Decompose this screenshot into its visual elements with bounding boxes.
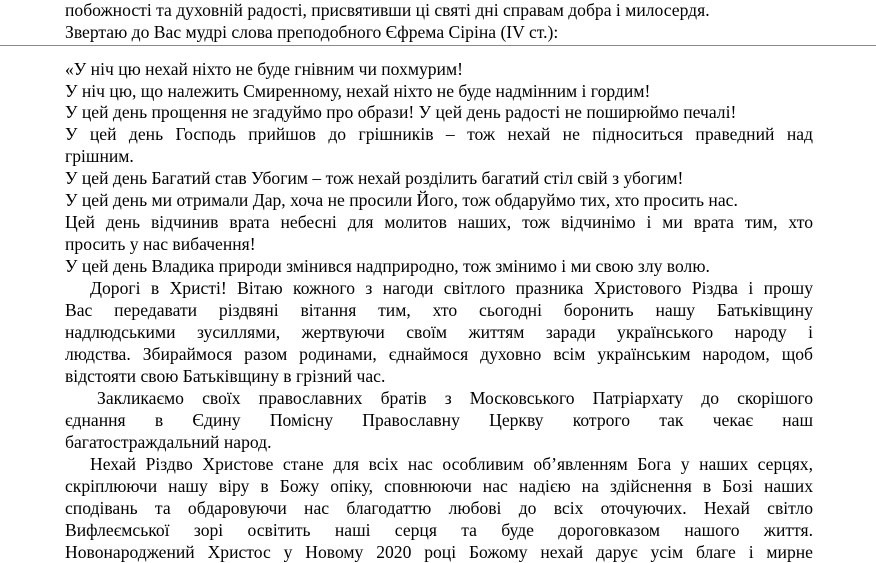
quote-line: У цей день прощення не згадуймо про образи! У цей день радості не поширюймо печалі! (65, 102, 737, 122)
quote-line: У цей день Багатий став Убогим – тож нехай розділить багатий стіл свій з убогим! (65, 168, 684, 188)
quote-line: У цей день Владика природи змінився надприродно, тож змінимо і ми свою злу волю. (65, 256, 710, 276)
quote-line: У ніч цю, що належить Смиренному, нехай ніхто не буде надмінним і гордим! (65, 81, 651, 101)
text-line: Звертаю до Вас мудрі слова преподобного Єфрема Сіріна (IV ст.): (65, 22, 559, 42)
paragraph-line: Вас передавати різдвяні вітання тим, хто сьогодні боронить нашу Батьківщину (65, 300, 813, 320)
paragraph-line: Новонароджений Христос у Новому 2020 році Божому нехай дарує усім благе і мирне (65, 542, 813, 562)
paragraph-line: Дорогі в Христі! Вітаю кожного з нагоди світлого празника Христового Різдва і прошу (90, 278, 813, 298)
paragraph-line: Вифлеємської зорі освітить наші серця та буде дороговказом нашого життя. (65, 520, 813, 540)
paragraph-line: відстояти свою Батьківщину в грізний час. (65, 366, 386, 386)
quote-line: просить у нас вибачення! (65, 234, 256, 254)
paragraph-line: Нехай Різдво Христове стане для всіх нас особливим об’явленням Бога у наших серцях, (90, 454, 813, 474)
page-separator (0, 45, 876, 46)
paragraph-line: сподівань та обдаровуючи нас благодаттю любові до всіх оточуючих. Нехай світло (65, 498, 813, 518)
paragraph-line: єднання в Єдину Помісну Православну Церкву котрого так чекає наш (65, 410, 813, 430)
quote-line: грішним. (65, 146, 134, 166)
paragraph-line: Закликаємо своїх православних братів з Московського Патріархату до скорішого (97, 388, 813, 408)
quote-line: У цей день Господь прийшов до грішників – тож нехай не підноситься праведний над (65, 124, 813, 144)
paragraph-line: надлюдськими зусиллями, жертвуючи своїм життям заради українського народу і (65, 322, 813, 342)
quote-line: У цей день ми отримали Дар, хоча не просили Його, тож обдаруймо тих, хто просить нас. (65, 190, 738, 210)
quote-line: Цей день відчинив врата небесні для молитов наших, тож відчинімо і ми врата тим, хто (65, 212, 813, 232)
paragraph-line: скріплюючи нашу віру в Божу опіку, сповнюючи нас надією на здійснення в Бозі наших (65, 476, 813, 496)
quote-line: «У ніч цю нехай ніхто не буде гнівним чи похмурим! (65, 59, 463, 79)
paragraph-line: людства. Збираймося разом родинами, єднаймося духовно всім українським народом, щоб (65, 344, 813, 364)
text-line: побожності та духовній радості, присвятивши ці святі дні справам добра і милосердя. (65, 0, 710, 20)
paragraph-line: багатостраждальний народ. (65, 432, 272, 452)
